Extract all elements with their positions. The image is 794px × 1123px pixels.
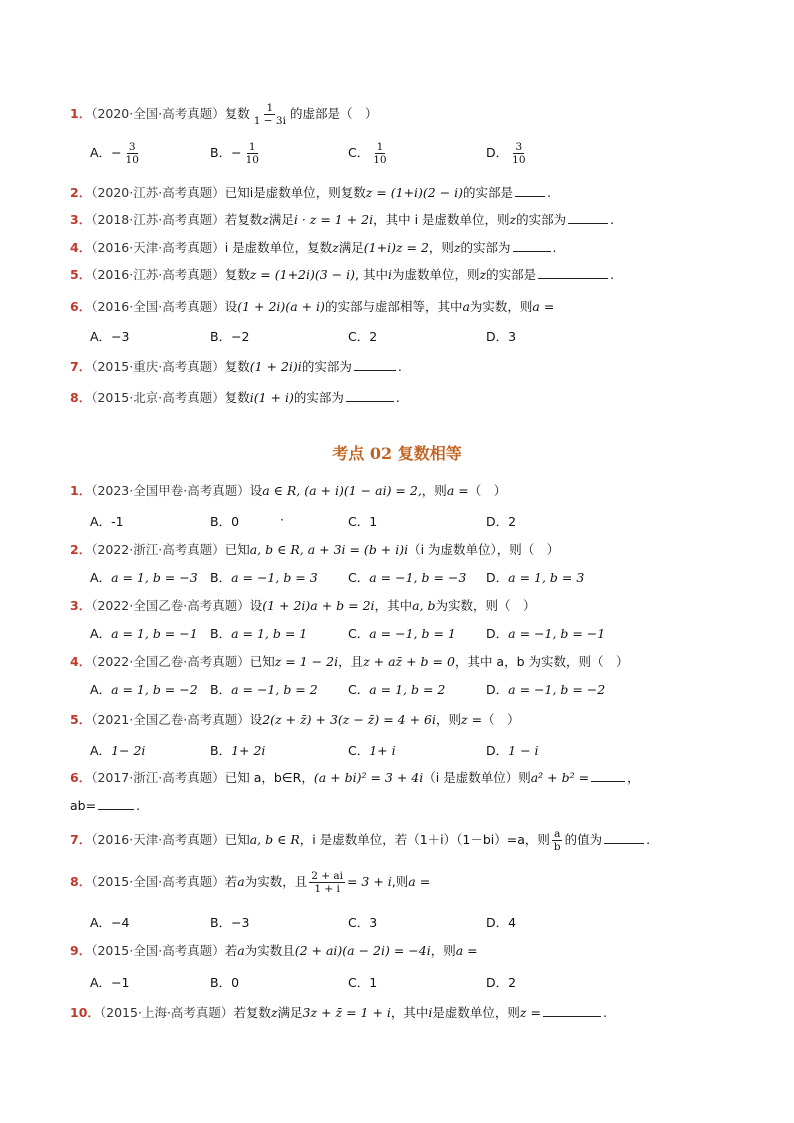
question-source: （2022·全国乙卷·高考真题） <box>91 598 250 613</box>
question-source: （2020·江苏·高考真题） <box>91 185 225 200</box>
option-a[interactable]: A．−3 <box>90 329 130 344</box>
fraction: $\frac{1}{1 - 3i}$ <box>253 102 286 127</box>
option-d[interactable]: D． $\frac{3}{10}$ <box>486 141 526 166</box>
question-1-4: 4．（2016·天津·高考真题）i 是虚数单位，复数z满足(1+i)z = 2，则z的实部为 . <box>70 240 557 255</box>
option-a[interactable]: A．-1 <box>90 514 124 529</box>
math-expression: z = (1+2i)(3 − i) <box>249 267 355 282</box>
fraction: $\frac{a}{b}$ <box>553 828 561 853</box>
question-source: （2022·浙江·高考真题） <box>91 542 225 557</box>
question-number: 1． <box>70 106 92 121</box>
option-c[interactable]: C．1+ i <box>348 743 396 758</box>
question-2-1: 1．（2023·全国甲卷·高考真题）设a ∈ R, (a + i)(1 − ai) = 2,，则a =（ ） <box>70 483 507 498</box>
question-source: （2015·全国·高考真题） <box>91 874 225 889</box>
question-source: （2018·江苏·高考真题） <box>91 212 225 227</box>
answer-blank[interactable] <box>568 211 608 224</box>
question-source: （2015·重庆·高考真题） <box>91 359 225 374</box>
option-d[interactable]: D．1 − i <box>486 743 539 758</box>
fraction: $\frac{2 + ai}{1 + i}$ <box>311 870 343 895</box>
question-number: 4． <box>70 654 92 669</box>
option-c[interactable]: C．a = −1, b = −3 <box>348 570 467 585</box>
question-source: （2016·全国·高考真题） <box>91 299 225 314</box>
question-2-9: 9．（2015·全国·高考真题）若a为实数且(2 + ai)(a − 2i) = −4i，则a = <box>70 943 478 958</box>
option-c[interactable]: C．1 <box>348 514 378 529</box>
answer-blank[interactable] <box>604 831 644 844</box>
math-expression: (1+i)z = 2 <box>363 240 429 255</box>
question-text: 的虚部是（ ） <box>289 106 378 121</box>
option-c[interactable]: C．1 <box>348 975 378 990</box>
question-source: （2022·全国乙卷·高考真题） <box>91 654 250 669</box>
option-a[interactable]: A．−1 <box>90 975 130 990</box>
option-d[interactable]: D．a = −1, b = −1 <box>486 626 606 641</box>
question-source: （2020·全国·高考真题） <box>91 106 225 121</box>
option-c[interactable]: C．2 <box>348 329 378 344</box>
question-source: （2016·天津·高考真题） <box>91 832 225 847</box>
math-expression: z = 1 − 2i <box>274 654 339 669</box>
math-expression: 3z + z̄ = 1 + i <box>302 1005 391 1020</box>
answer-blank[interactable] <box>538 266 608 279</box>
question-source: （2021·全国乙卷·高考真题） <box>91 712 250 727</box>
answer-blank[interactable] <box>98 797 134 810</box>
question-number: 1． <box>70 483 92 498</box>
question-number: 6． <box>70 770 92 785</box>
option-a[interactable]: A．− $\frac{3}{10}$ <box>90 141 139 166</box>
question-1-8: 8．（2015·北京·高考真题）复数i(1 + i)的实部为 . <box>70 390 400 405</box>
option-a[interactable]: A．a = 1, b = −2 <box>90 682 198 697</box>
math-expression: 2(z + z̄) + 3(z − z̄) = 4 + 6i <box>262 712 436 727</box>
question-number: 9． <box>70 943 92 958</box>
option-d[interactable]: D．2 <box>486 514 517 529</box>
math-expression: a ∈ R, (a + i)(1 − ai) = 2, <box>262 483 422 498</box>
option-b[interactable]: B．1+ 2i <box>210 743 266 758</box>
answer-blank[interactable] <box>591 769 625 782</box>
answer-blank[interactable] <box>513 239 551 252</box>
answer-blank[interactable] <box>515 184 545 197</box>
question-number: 2． <box>70 542 92 557</box>
option-b[interactable]: B．a = −1, b = 2 <box>210 682 318 697</box>
question-2-6: 6．（2017·浙江·高考真题）已知 a，b∈R，(a + bi)² = 3 + 4i（i 是虚数单位）则a² + b² = ， <box>70 770 640 785</box>
option-a[interactable]: A．a = 1, b = −1 <box>90 626 198 641</box>
question-1-2: 2．（2020·江苏·高考真题）已知i是虚数单位，则复数z = (1+i)(2 − i)的实部是 . <box>70 185 552 200</box>
math-expression: a, b ∈ R, a + 3i = (b + i)i <box>249 542 409 557</box>
question-source: （2015·北京·高考真题） <box>91 390 225 405</box>
option-c[interactable]: C． $\frac{1}{10}$ <box>348 141 387 166</box>
answer-blank[interactable] <box>543 1004 601 1017</box>
question-number: 5． <box>70 267 92 282</box>
question-2-8: 8．（2015·全国·高考真题）若a为实数，且 $\frac{2 + ai}{1 + i}$ = 3 + i,则a = <box>70 870 431 895</box>
question-number: 10． <box>70 1005 100 1020</box>
option-c[interactable]: C．a = −1, b = 1 <box>348 626 456 641</box>
option-a[interactable]: A．a = 1, b = −3 <box>90 570 198 585</box>
question-2-7: 7．（2016·天津·高考真题）已知a, b ∈ R，i 是虚数单位，若（1＋i）（1－bi）=a，则 $\frac{a}{b}$ 的值为 . <box>70 828 651 853</box>
question-1-7: 7．（2015·重庆·高考真题）复数(1 + 2i)i的实部为 . <box>70 359 402 374</box>
question-number: 6． <box>70 299 92 314</box>
question-number: 7． <box>70 359 92 374</box>
question-number: 3． <box>70 598 92 613</box>
question-1-1 <box>70 102 377 127</box>
question-source: （2015·上海·高考真题） <box>99 1005 234 1020</box>
option-b[interactable]: B．−2 <box>210 329 250 344</box>
option-d[interactable]: D．a = −1, b = −2 <box>486 682 606 697</box>
question-number: 8． <box>70 874 92 889</box>
option-b[interactable]: B．a = −1, b = 3 <box>210 570 318 585</box>
math-expression: (2 + ai)(a − 2i) = −4i <box>294 943 431 958</box>
question-source: （2016·江苏·高考真题） <box>91 267 225 282</box>
option-a[interactable]: A．1− 2i <box>90 743 146 758</box>
question-source: （2015·全国·高考真题） <box>91 943 225 958</box>
option-d[interactable]: D．2 <box>486 975 517 990</box>
option-b[interactable]: B．0 <box>210 514 240 529</box>
option-b[interactable]: B．a = 1, b = 1 <box>210 626 308 641</box>
question-source: （2016·天津·高考真题） <box>91 240 225 255</box>
question-number: 7． <box>70 832 92 847</box>
math-expression: a, b ∈ R <box>249 832 300 847</box>
question-2-5: 5．（2021·全国乙卷·高考真题）设2(z + z̄) + 3(z − z̄) = 4 + 6i，则z =（ ） <box>70 712 520 727</box>
option-d[interactable]: D．a = 1, b = 3 <box>486 570 585 585</box>
option-a[interactable]: A．−4 <box>90 915 130 930</box>
math-expression: z = (1+i)(2 − i) <box>365 185 464 200</box>
question-number: 3． <box>70 212 92 227</box>
question-1-6: 6．（2016·全国·高考真题）设(1 + 2i)(a + i)的实部与虚部相等，其中a为实数，则a = <box>70 299 555 314</box>
answer-blank[interactable] <box>346 389 394 402</box>
question-2-10: 10．（2015·上海·高考真题）若复数z满足3z + z̄ = 1 + i，其中i是虚数单位，则z = . <box>70 1005 607 1020</box>
question-number: 4． <box>70 240 92 255</box>
question-2-3: 3．（2022·全国乙卷·高考真题）设(1 + 2i)a + b = 2i，其中a, b为实数，则（ ） <box>70 598 536 613</box>
section-title: 考点 02 复数相等 <box>332 444 462 463</box>
question-text: 复数 <box>224 106 250 121</box>
question-number: 2． <box>70 185 92 200</box>
option-c[interactable]: C．a = 1, b = 2 <box>348 682 446 697</box>
question-source: （2017·浙江·高考真题） <box>91 770 225 785</box>
question-1-5: 5．（2016·江苏·高考真题）复数z = (1+2i)(3 − i), 其中i为虚数单位，则z的实部是 . <box>70 267 615 282</box>
math-expression: (1 + 2i)a + b = 2i <box>262 598 375 613</box>
option-d[interactable]: D．4 <box>486 915 517 930</box>
question-2-6-continued: ab= . <box>70 798 141 813</box>
option-b[interactable]: B．−3 <box>210 915 250 930</box>
question-number: 8． <box>70 390 92 405</box>
stray-dot: · <box>280 512 284 527</box>
math-expression: (1 + 2i)i <box>249 359 302 374</box>
question-number: 5． <box>70 712 92 727</box>
math-expression: (a + bi)² = 3 + 4i <box>313 770 424 785</box>
math-expression: (1 + 2i)(a + i) <box>237 299 325 314</box>
math-expression: i(1 + i) <box>249 390 294 405</box>
option-b[interactable]: B．0 <box>210 975 240 990</box>
question-source: （2023·全国甲卷·高考真题） <box>91 483 250 498</box>
math-expression: = 3 + i <box>346 874 392 889</box>
option-c[interactable]: C．3 <box>348 915 378 930</box>
option-b[interactable]: B．− $\frac{1}{10}$ <box>210 141 259 166</box>
question-1-3: 3．（2018·江苏·高考真题）若复数z满足i · z = 1 + 2i，其中 i 是虚数单位，则z的实部为 . <box>70 212 615 227</box>
question-2-2: 2．（2022·浙江·高考真题）已知a, b ∈ R, a + 3i = (b + i)i（i 为虚数单位），则（ ） <box>70 542 560 557</box>
answer-blank[interactable] <box>354 358 396 371</box>
option-d[interactable]: D．3 <box>486 329 517 344</box>
question-2-4: 4．（2022·全国乙卷·高考真题）已知z = 1 − 2i，且z + az̄ + b = 0，其中 a，b 为实数，则（ ） <box>70 654 629 669</box>
math-expression: i · z = 1 + 2i <box>293 212 374 227</box>
